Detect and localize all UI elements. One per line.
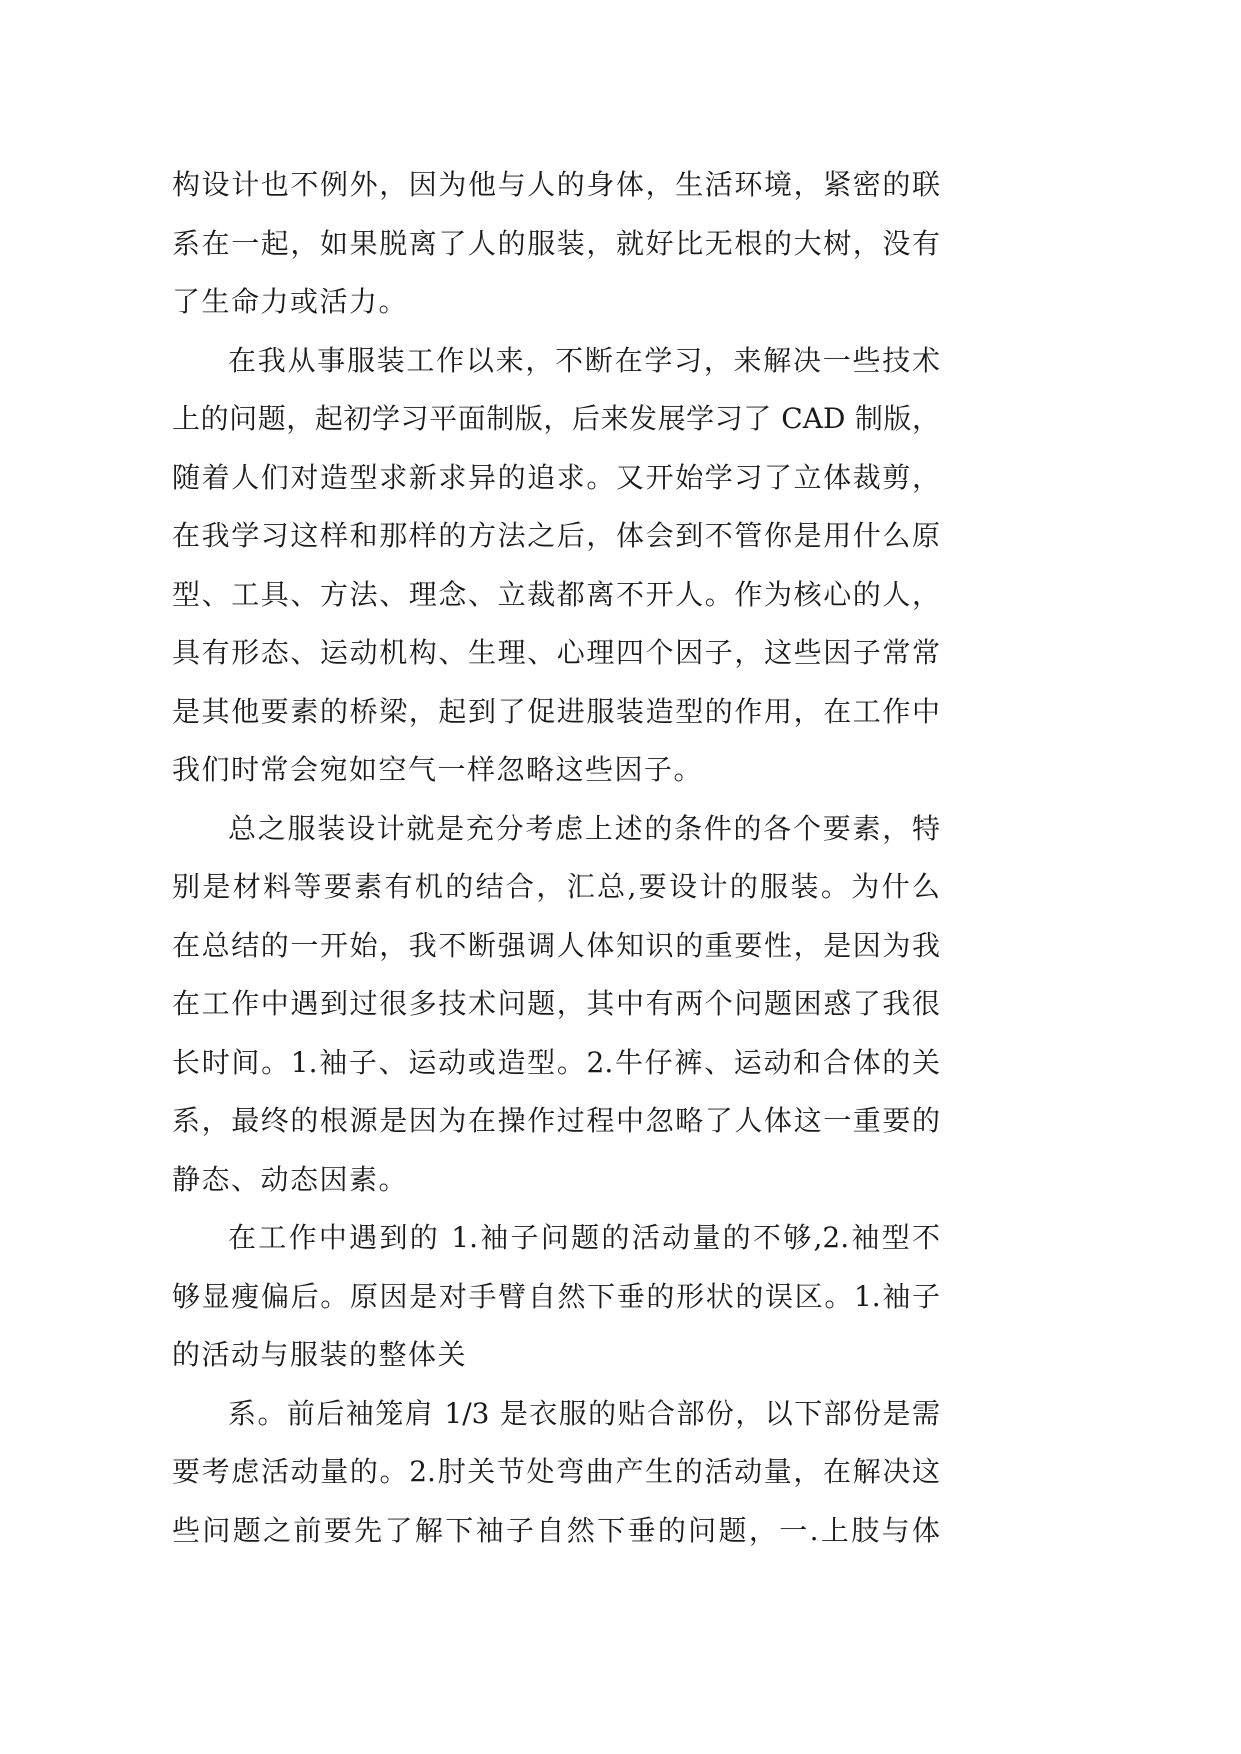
paragraph — [172, 800, 940, 1210]
text-line: 系，最终的根源是因为在操作过程中忽略了人体这一重要的 — [172, 1104, 940, 1137]
text-line: 静态、动态因素。 — [172, 1162, 409, 1196]
text-line: 系在一起，如果脱离了人的服装，就好比无根的大树，没有 — [172, 226, 940, 260]
text-line: 些问题之前要先了解下袖子自然下垂的问题，一.上肢与体 — [172, 1513, 940, 1547]
text-line: 在工作中遇到过很多技术问题，其中有两个问题困惑了我很 — [172, 987, 940, 1020]
text-line: 随着人们对造型求新求异的追求。又开始学习了立体裁剪， — [172, 460, 940, 494]
text-line: 的活动与服装的整体关 — [172, 1338, 468, 1371]
text-line: 上的问题，起初学习平面制版，后来发展学习了 CAD 制版， — [172, 402, 940, 435]
text-line: 我们时常会宛如空气一样忽略这些因子。 — [172, 753, 704, 786]
text-line: 长时间。1.袖子、运动或造型。2.牛仔裤、运动和合体的关 — [172, 1045, 940, 1079]
text-line: 系。前后袖笼肩 1/3 是衣服的贴合部份，以下部份是需 — [228, 1396, 940, 1430]
paragraph — [172, 156, 940, 332]
text-line: 在总结的一开始，我不断强调人体知识的重要性，是因为我 — [172, 928, 940, 962]
text-line: 是其他要素的桥梁，起到了促进服装造型的作用，在工作中 — [172, 694, 940, 728]
body-text — [172, 156, 940, 1560]
paragraph — [172, 1385, 940, 1561]
paragraph — [172, 1209, 940, 1385]
text-line: 具有形态、运动机构、生理、心理四个因子，这些因子常常 — [172, 636, 940, 669]
text-line: 在工作中遇到的 1.袖子问题的活动量的不够,2.袖型不 — [228, 1221, 940, 1254]
text-line: 型、工具、方法、理念、立裁都离不开人。作为核心的人， — [172, 577, 940, 611]
text-line: 在我从事服装工作以来，不断在学习，来解决一些技术 — [228, 343, 940, 377]
text-line: 在我学习这样和那样的方法之后，体会到不管你是用什么原 — [172, 519, 940, 552]
text-line: 别是材料等要素有机的结合，汇总,要设计的服装。为什么 — [172, 870, 940, 903]
text-line: 够显瘦偏后。原因是对手臂自然下垂的形状的误区。1.袖子 — [172, 1279, 940, 1313]
text-line: 了生命力或活力。 — [172, 285, 409, 318]
text-line: 总之服装设计就是充分考虑上述的条件的各个要素，特 — [228, 811, 940, 845]
text-line: 构设计也不例外，因为他与人的身体，生活环境，紧密的联 — [172, 168, 940, 201]
text-line: 要考虑活动量的。2.肘关节处弯曲产生的活动量，在解决这 — [172, 1455, 940, 1488]
paragraph — [172, 332, 940, 800]
